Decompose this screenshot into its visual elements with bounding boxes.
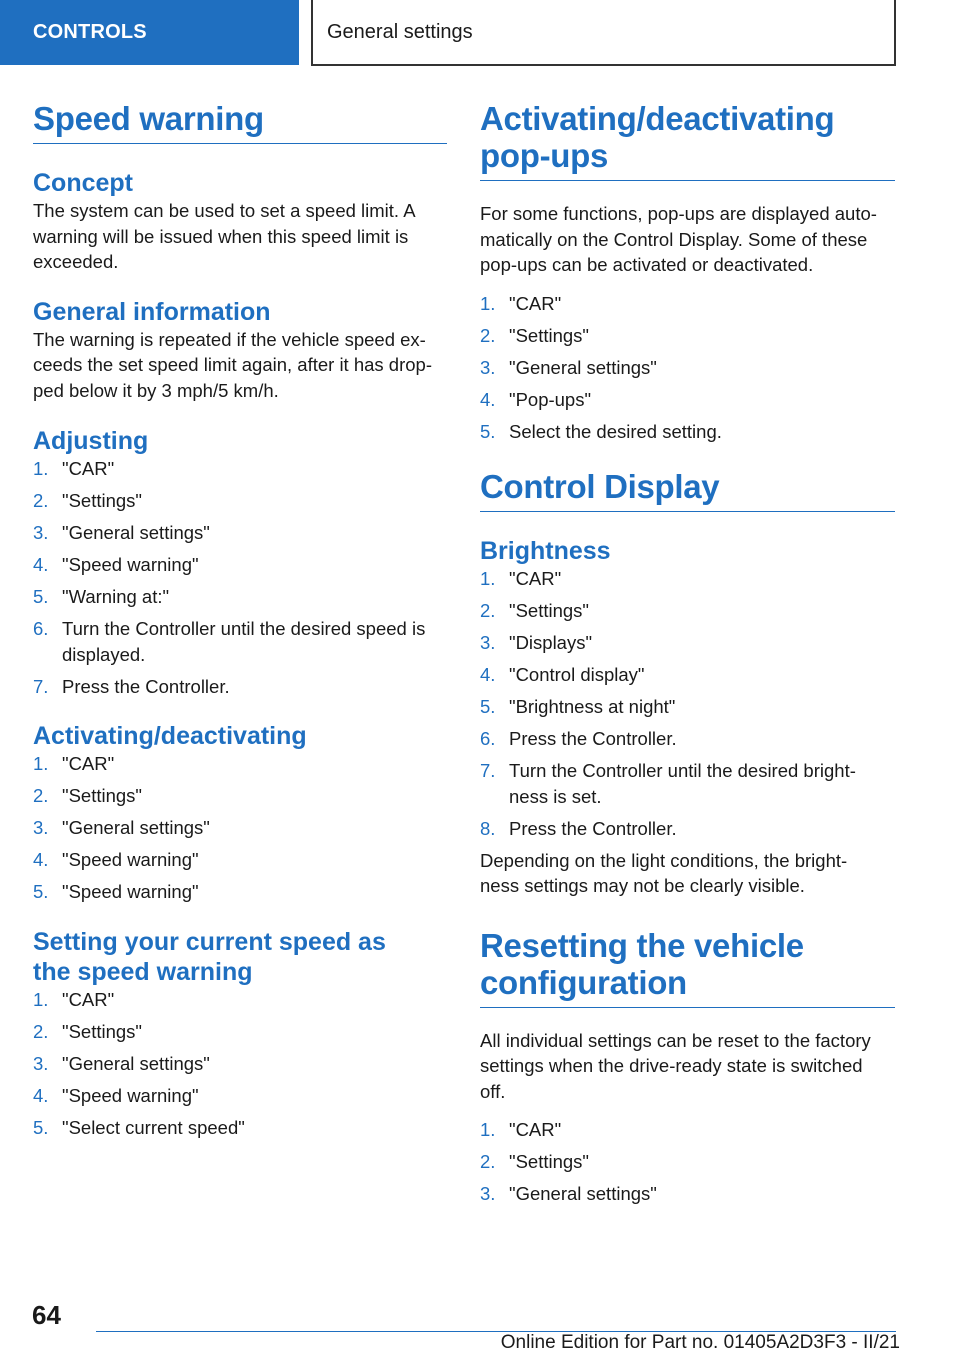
list-item: 2. "Settings" <box>480 1151 589 1172</box>
left-column <box>33 100 447 1147</box>
popups-steps <box>480 291 895 445</box>
list-item: 2. "Settings" <box>33 490 142 511</box>
list-item: 3. "General settings" <box>480 1183 657 1204</box>
speed-warning-title: Speed warning <box>33 100 447 144</box>
reset-steps <box>480 1117 895 1207</box>
list-item: 3. "General settings" <box>33 522 210 543</box>
concept-heading: Concept <box>33 169 133 197</box>
current-speed-steps <box>33 987 447 1141</box>
section-tab: General settings <box>311 0 896 66</box>
general-information-text: The warning is repeated if the vehicle speed ex‐ ceeds the set speed limit again, after it has drop‐ ped below it by 3 mph/5 km/h. <box>33 328 432 401</box>
brightness-steps <box>480 566 895 841</box>
list-item: 1. "CAR" <box>480 568 562 589</box>
reset-title: Resetting the vehicle configuration <box>480 927 895 1008</box>
current-speed-heading: Setting your current speed as the speed warning <box>33 927 386 986</box>
list-item: 1. "CAR" <box>480 292 562 314</box>
activating-heading: Activating/deactivating <box>33 722 307 750</box>
list-item: 5. "Select current speed" <box>33 1116 245 1138</box>
brightness-heading: Brightness <box>480 537 611 565</box>
list-item: 5. "Brightness at night" <box>480 696 676 717</box>
list-item: 6. Turn the Controller until the desired speed is displayed. <box>33 618 426 665</box>
adjusting-heading: Adjusting <box>33 427 149 455</box>
chapter-tab: CONTROLS <box>0 0 299 65</box>
list-item: 4. "Speed warning" <box>33 554 199 575</box>
list-item: 1. "CAR" <box>33 988 115 1010</box>
adjusting-steps <box>33 456 447 699</box>
right-column <box>480 100 895 1213</box>
control-display-title: Control Display <box>480 468 895 512</box>
activating-steps <box>33 751 447 905</box>
concept-text: The system can be used to set a speed limit. A warning will be issued when this speed limit is exceeded. <box>33 200 416 272</box>
list-item: 2. "Settings" <box>33 785 142 806</box>
list-item: 6. Press the Controller. <box>480 728 677 749</box>
list-item: 8. Press the Controller. <box>480 817 677 839</box>
page-number: 64 <box>32 1300 61 1330</box>
list-item: 1. "CAR" <box>33 458 115 479</box>
list-item: 3. "General settings" <box>480 356 657 378</box>
list-item: 5. "Speed warning" <box>33 881 199 902</box>
popups-text: For some functions, pop-ups are displayed auto‐ matically on the Control Display. Some of these pop-ups can be activated or deactivated. <box>480 203 877 275</box>
list-item: 7. Turn the Controller until the desired bright‐ ness is set. <box>480 760 856 807</box>
list-item: 4. "Speed warning" <box>33 849 199 870</box>
brightness-note: Depending on the light conditions, the bright‐ ness settings may not be clearly visible. <box>480 849 848 896</box>
list-item: 4. "Speed warning" <box>33 1084 199 1106</box>
list-item: 1. "CAR" <box>33 753 115 774</box>
list-item: 5. "Warning at:" <box>33 586 170 607</box>
list-item: 7. Press the Controller. <box>33 675 230 697</box>
popups-title: Activating/deactivating pop-ups <box>480 100 895 181</box>
list-item: 2. "Settings" <box>480 600 589 621</box>
list-item: 3. "Displays" <box>480 632 593 653</box>
list-item: 3. "General settings" <box>33 817 210 838</box>
list-item: 1. "CAR" <box>480 1119 562 1140</box>
list-item: 3. "General settings" <box>33 1052 210 1074</box>
reset-text: All individual settings can be reset to the factory settings when the drive-ready state is switched off. <box>480 1029 871 1102</box>
list-item: 2. "Settings" <box>480 324 589 346</box>
list-item: 4. "Control display" <box>480 664 645 685</box>
list-item: 4. "Pop-ups" <box>480 388 592 410</box>
list-item: 2. "Settings" <box>33 1020 142 1042</box>
list-item: 5. Select the desired setting. <box>480 420 722 442</box>
edition-text: Online Edition for Part no. 01405A2D3F3 - II/21 <box>500 1332 900 1353</box>
general-information-heading: General information <box>33 297 271 326</box>
